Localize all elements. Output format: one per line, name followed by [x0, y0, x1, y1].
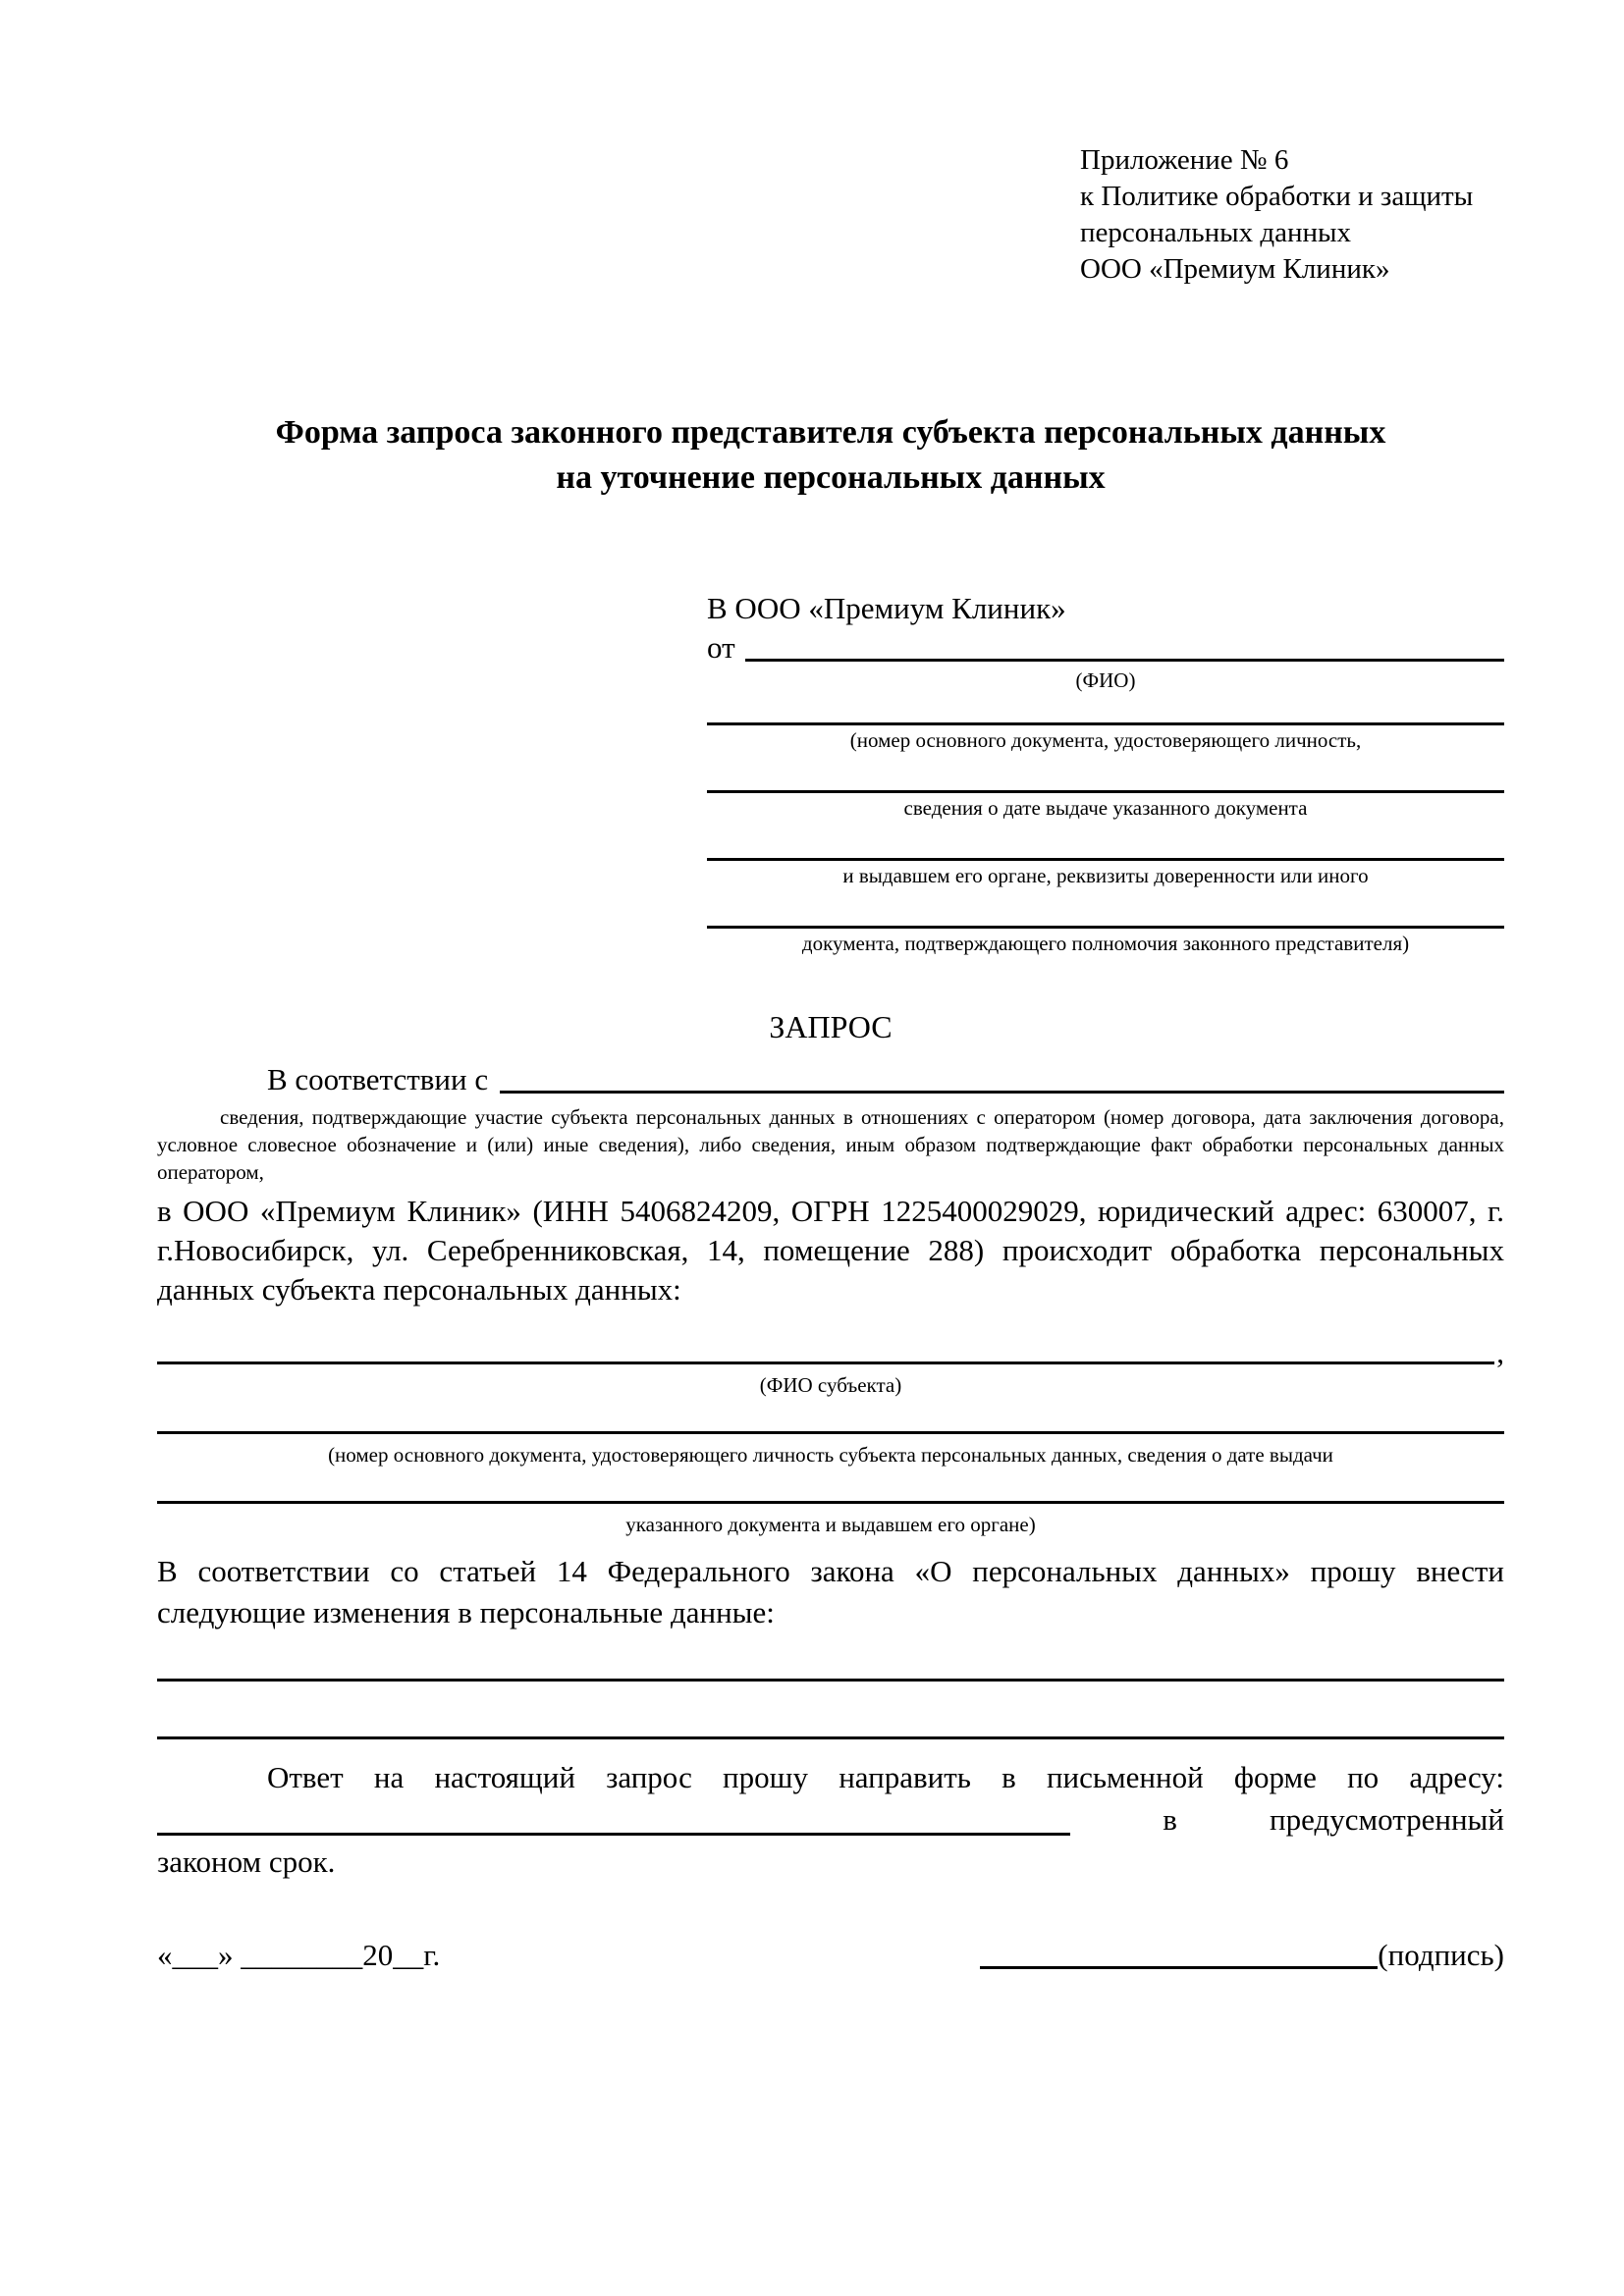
representative-doc-caption-1: (номер основного документа, удостоверяющего личность,: [849, 728, 1362, 752]
addressee-organization: В ООО «Премиум Клиник»: [707, 591, 1066, 625]
subject-doc-caption-2: указанного документа и выдавшем его органе): [625, 1513, 1036, 1536]
representative-doc-fill-line: [707, 858, 1504, 861]
subject-fio-trailing-comma: ,: [1496, 1335, 1504, 1369]
accordance-note: сведения, подтверждающие участие субъекта персональных данных в отношениях с оператором (номер договора, дата заключения договора, условное словесное обозначение и (или) иные сведения), либо сведения, иным образом подтверждающие факт обработки персональных данных оператором,: [157, 1105, 1504, 1184]
representative-doc-caption-3: и выдавшем его органе, реквизиты доверенности или иного: [842, 864, 1369, 887]
representative-doc-row: [707, 858, 1504, 888]
representative-doc-row: [707, 926, 1504, 956]
subject-doc-caption-1: (номер основного документа, удостоверяющего личность субъекта персональных данных, сведения о дате выдачи: [328, 1443, 1333, 1467]
document-content: [157, 0, 1504, 1975]
representative-doc-fill-line: [707, 722, 1504, 725]
appendix-header-line: к Политике обработки и защиты: [1080, 181, 1474, 212]
answer-sentence: Ответ на настоящий запрос прошу направить в письменной форме по адресу:: [267, 1760, 1504, 1794]
subject-doc-row-2: [157, 1501, 1504, 1510]
signature-fill-line: [980, 1966, 1378, 1969]
changes-fill-line-1: [157, 1679, 1504, 1682]
date-placeholder: «___» ________20__г.: [157, 1938, 441, 1972]
request-heading: ЗАПРОС: [769, 1009, 893, 1044]
accordance-fill-line: [500, 1091, 1504, 1094]
accordance-row: [157, 1060, 1504, 1099]
from-fill-line: [745, 659, 1504, 662]
answer-word-stipulated: предусмотренный: [1270, 1802, 1504, 1837]
answer-address-row: [157, 1798, 1504, 1842]
subject-doc-fill-line-2: [157, 1501, 1504, 1504]
representative-doc-fill-line: [707, 790, 1504, 793]
from-label: от: [707, 630, 735, 665]
accordance-label: В соответствии с: [267, 1062, 489, 1096]
document-title: [157, 410, 1504, 501]
representative-doc-caption-2: сведения о дате выдаче указанного документа: [903, 796, 1308, 820]
representative-doc-caption-4: документа, подтверждающего полномочия законного представителя): [801, 932, 1410, 955]
representative-doc-row: [707, 722, 1504, 753]
article-paragraph: В соответствии со статьей 14 Федерального закона «О персональных данных» прошу внести следующие изменения в персональные данные:: [157, 1554, 1504, 1629]
changes-fill-line-2: [157, 1736, 1504, 1739]
subject-doc-row-1: [157, 1431, 1504, 1440]
subject-fio-caption: (ФИО субъекта): [759, 1373, 902, 1397]
answer-word-in: в: [1163, 1802, 1177, 1837]
document-title-line-1: Форма запроса законного представителя субъекта персональных данных: [275, 414, 1386, 451]
fio-caption: (ФИО): [1075, 668, 1136, 692]
signature-group: [980, 1936, 1504, 1975]
appendix-header: [1080, 142, 1504, 288]
signature-caption: (подпись): [1378, 1938, 1504, 1972]
address-fill-line: [157, 1833, 1070, 1836]
answer-closing: законом срок.: [157, 1844, 336, 1879]
subject-fio-row: [157, 1335, 1504, 1370]
from-row: [707, 628, 1504, 667]
appendix-header-line: персональных данных: [1080, 217, 1352, 248]
footer-row: [157, 1936, 1504, 1975]
addressee-block: [707, 589, 1504, 956]
document-title-line-2: на уточнение персональных данных: [556, 459, 1106, 496]
appendix-header-line: Приложение № 6: [1080, 144, 1289, 176]
operator-paragraph: в ООО «Премиум Клиник» (ИНН 5406824209, ОГРН 1225400029029, юридический адрес: 630007, г. г.Новосибирск, ул. Серебренниковская, 14, помещение 288) происходит обработка персональных данных субъекта персональных данных:: [157, 1194, 1504, 1307]
appendix-header-line: ООО «Премиум Клиник»: [1080, 253, 1390, 285]
subject-fio-fill-line: [157, 1362, 1494, 1364]
subject-doc-fill-line-1: [157, 1431, 1504, 1434]
representative-doc-row: [707, 790, 1504, 821]
representative-doc-fill-line: [707, 926, 1504, 929]
